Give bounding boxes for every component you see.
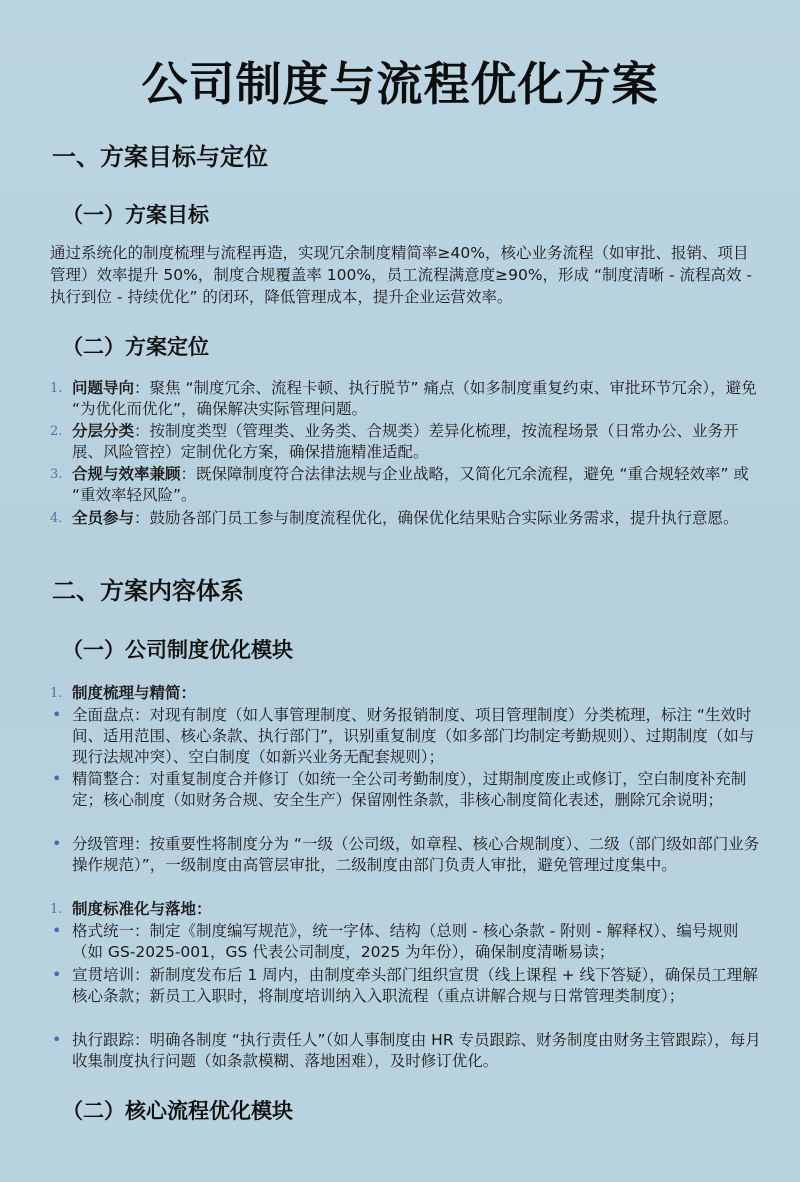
group-title: 制度梳理与精简：: [72, 684, 197, 702]
item-lead: 分层分类: [72, 422, 135, 440]
item-text: ：聚焦 “制度冗余、流程卡顿、执行脱节” 痛点（如多制度重复约束、审批环节冗余），避免 “为优化而优化”，确保解决实际管理问题。: [72, 379, 757, 418]
list-number: 2.: [50, 424, 63, 439]
bullet-icon: •: [52, 834, 62, 853]
bullet-icon: •: [52, 1030, 62, 1049]
bullet-item: [50, 965, 762, 1007]
subsection-heading-positioning: （二）方案定位: [62, 335, 209, 359]
item-lead: 问题导向: [72, 379, 135, 397]
group-title: 制度标准化与落地：: [72, 900, 212, 918]
item-lead: 合规与效率兼顾: [72, 465, 181, 483]
item-text: ：既保障制度符合法律法规与企业战略，又简化冗余流程，避免 “重合规轻效率” 或 “重效率轻风险”。: [72, 465, 749, 504]
bullet-text: 分级管理：按重要性将制度分为 “一级（公司级，如章程、核心合规制度）、二级（部门级如部门业务操作规范）”，一级制度由高管层审批，二级制度由部门负责人审批，避免管理过度集中。: [72, 835, 760, 874]
subsection-heading-objective: （一）方案目标: [62, 203, 209, 227]
section-heading-content: 二、方案内容体系: [52, 577, 244, 605]
list-number: 1.: [50, 381, 63, 396]
bullet-item: [50, 921, 762, 963]
bullet-icon: •: [52, 965, 62, 984]
objective-paragraph: 通过系统化的制度梳理与流程再造，实现冗余制度精简率≥40%，核心业务流程（如审批、报销、项目管理）效率提升 50%，制度合规覆盖率 100%，员工流程满意度≥90%，形成 “制度清晰 - 流程高效 - 执行到位 - 持续优化” 的闭环，降低管理成本，提升企业运营效率。: [50, 244, 752, 306]
section-heading-goals: 一、方案目标与定位: [52, 143, 268, 171]
list-number: 1.: [50, 686, 63, 701]
bullet-icon: •: [52, 705, 62, 724]
group-heading: [50, 683, 762, 704]
page-title: 公司制度与流程优化方案: [141, 57, 659, 111]
bullet-text: 精简整合：对重复制度合并修订（如统一全公司考勤制度），过期制度废止或修订，空白制度补充制定；核心制度（如财务合规、安全生产）保留刚性条款，非核心制度简化表述，删除冗余说明；: [72, 770, 747, 809]
item-lead: 全员参与: [72, 509, 135, 527]
list-item: [50, 378, 762, 420]
bullet-text: 全面盘点：对现有制度（如人事管理制度、财务报销制度、项目管理制度）分类梳理，标注 “生效时间、适用范围、核心条款、执行部门”，识别重复制度（如多部门均制定考勤规则）、过期制度（如与现行法规冲突）、空白制度（如新兴业务无配套规则）；: [72, 706, 755, 766]
list-number: 1.: [50, 902, 63, 917]
item-text: ：按制度类型（管理类、业务类、合规类）差异化梳理，按流程场景（日常办公、业务开展、风险管控）定制优化方案，确保措施精准适配。: [72, 422, 739, 461]
list-item: [50, 508, 762, 529]
subsection-heading-process-module: （二）核心流程优化模块: [62, 1099, 293, 1123]
list-item: [50, 421, 762, 463]
bullet-item: [50, 1030, 762, 1072]
bullet-icon: •: [52, 921, 62, 940]
bullet-item: [50, 705, 762, 768]
list-item: [50, 464, 762, 506]
bullet-item: [50, 769, 762, 811]
bullet-text: 格式统一：制定《制度编写规范》，统一字体、结构（总则 - 核心条款 - 附则 - 解释权）、编号规则（如 GS-2025-001，GS 代表公司制度，2025 为年份），确保制度清晰易读；: [72, 922, 739, 961]
bullet-icon: •: [52, 769, 62, 788]
list-number: 4.: [50, 511, 63, 526]
bullet-item: [50, 834, 762, 876]
subsection-heading-policy-module: （一）公司制度优化模块: [62, 638, 293, 662]
bullet-text: 执行跟踪：明确各制度 “执行责任人”（如人事制度由 HR 专员跟踪、财务制度由财务主管跟踪），每月收集制度执行问题（如条款模糊、落地困难），及时修订优化。: [72, 1031, 761, 1070]
group-heading: [50, 899, 762, 920]
list-number: 3.: [50, 467, 63, 482]
item-text: ：鼓励各部门员工参与制度流程优化，确保优化结果贴合实际业务需求，提升执行意愿。: [134, 509, 739, 527]
bullet-text: 宣贯培训：新制度发布后 1 周内，由制度牵头部门组织宣贯（线上课程 + 线下答疑），确保员工理解核心条款；新员工入职时，将制度培训纳入入职流程（重点讲解合规与日常管理类制度）；: [72, 966, 758, 1005]
